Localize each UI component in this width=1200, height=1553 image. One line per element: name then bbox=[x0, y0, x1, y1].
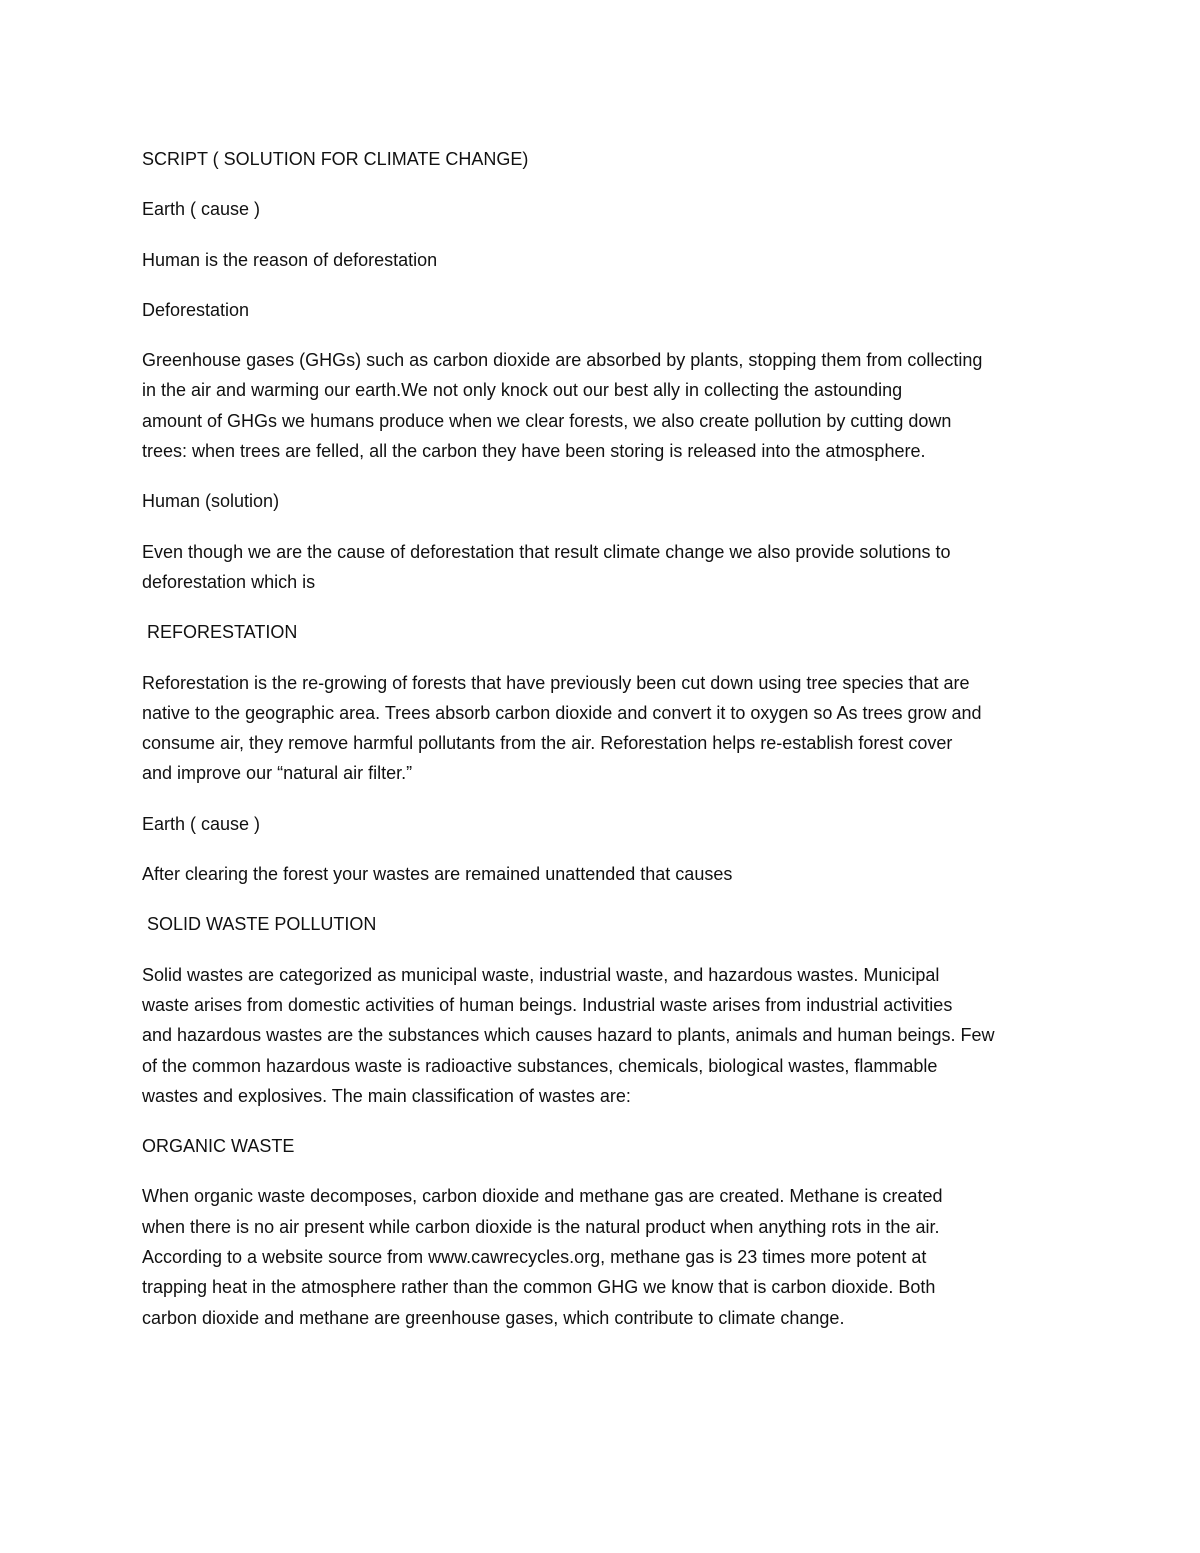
heading-organic-waste bbox=[142, 1131, 1072, 1161]
text-line: when there is no air present while carbon dioxide is the natural product when anything rots in the air. bbox=[142, 1216, 940, 1237]
text-line: amount of GHGs we humans produce when we clear forests, we also create pollution by cutting down bbox=[142, 410, 952, 431]
heading-human-solution bbox=[142, 486, 1072, 516]
text-line: and hazardous wastes are the substances which causes hazard to plants, animals and human beings. Few bbox=[142, 1025, 995, 1046]
text-line: deforestation which is bbox=[142, 571, 316, 592]
text-line: Deforestation bbox=[142, 299, 250, 320]
heading-solid-waste bbox=[142, 909, 1072, 939]
text-line: trees: when trees are felled, all the carbon they have been storing is released into the atmosphere. bbox=[142, 441, 926, 462]
paragraph-after-clearing bbox=[142, 859, 1072, 889]
heading-earth-cause bbox=[142, 194, 1072, 224]
paragraph-solutions bbox=[142, 537, 1072, 598]
text-line: Earth ( cause ) bbox=[142, 199, 261, 220]
text-line: Human is the reason of deforestation bbox=[142, 249, 438, 270]
text-line: carbon dioxide and methane are greenhouse gases, which contribute to climate change. bbox=[142, 1307, 845, 1328]
text-line: Greenhouse gases (GHGs) such as carbon dioxide are absorbed by plants, stopping them from collecting bbox=[142, 350, 983, 371]
text-line: of the common hazardous waste is radioactive substances, chemicals, biological wastes, flammable bbox=[142, 1055, 938, 1076]
paragraph-reforestation bbox=[142, 668, 1072, 789]
text-line: Solid wastes are categorized as municipal waste, industrial waste, and hazardous wastes. Municipal bbox=[142, 964, 940, 985]
text-line: Earth ( cause ) bbox=[142, 813, 261, 834]
text-line: SCRIPT ( SOLUTION FOR CLIMATE CHANGE) bbox=[142, 149, 529, 169]
document-body bbox=[142, 144, 1072, 1353]
script-title bbox=[142, 144, 1072, 174]
text-line: According to a website source from www.cawrecycles.org, methane gas is 23 times more potent at bbox=[142, 1247, 927, 1268]
text-line: When organic waste decomposes, carbon dioxide and methane gas are created. Methane is created bbox=[142, 1186, 943, 1207]
paragraph-solid-wastes bbox=[142, 960, 1072, 1111]
text-line: wastes and explosives. The main classification of wastes are: bbox=[142, 1085, 631, 1106]
paragraph-organic-waste bbox=[142, 1181, 1072, 1332]
text-line: native to the geographic area. Trees absorb carbon dioxide and convert it to oxygen so As trees grow and bbox=[142, 702, 982, 723]
text-line: trapping heat in the atmosphere rather than the common GHG we know that is carbon dioxide. Both bbox=[142, 1277, 936, 1298]
text-line: Reforestation is the re-growing of forests that have previously been cut down using tree species that are bbox=[142, 672, 970, 693]
text-line: REFORESTATION bbox=[142, 622, 298, 643]
heading-earth-cause-2 bbox=[142, 809, 1072, 839]
text-line: ORGANIC WASTE bbox=[142, 1136, 295, 1157]
text-line: waste arises from domestic activities of human beings. Industrial waste arises from industrial activities bbox=[142, 994, 953, 1015]
heading-deforestation bbox=[142, 295, 1072, 325]
heading-reforestation bbox=[142, 617, 1072, 647]
text-line: Human (solution) bbox=[142, 491, 280, 512]
text-line: SOLID WASTE POLLUTION bbox=[142, 914, 377, 935]
text-line: Even though we are the cause of deforestation that result climate change we also provide solutions to bbox=[142, 541, 951, 562]
paragraph-greenhouse-gases bbox=[142, 345, 1072, 466]
text-line: consume air, they remove harmful pollutants from the air. Reforestation helps re-establish forest cover bbox=[142, 733, 953, 754]
paragraph-human-reason bbox=[142, 245, 1072, 275]
text-line: After clearing the forest your wastes are remained unattended that causes bbox=[142, 864, 733, 885]
text-line: in the air and warming our earth.We not only knock out our best ally in collecting the astounding bbox=[142, 380, 903, 401]
text-line: and improve our “natural air filter.” bbox=[142, 763, 413, 784]
